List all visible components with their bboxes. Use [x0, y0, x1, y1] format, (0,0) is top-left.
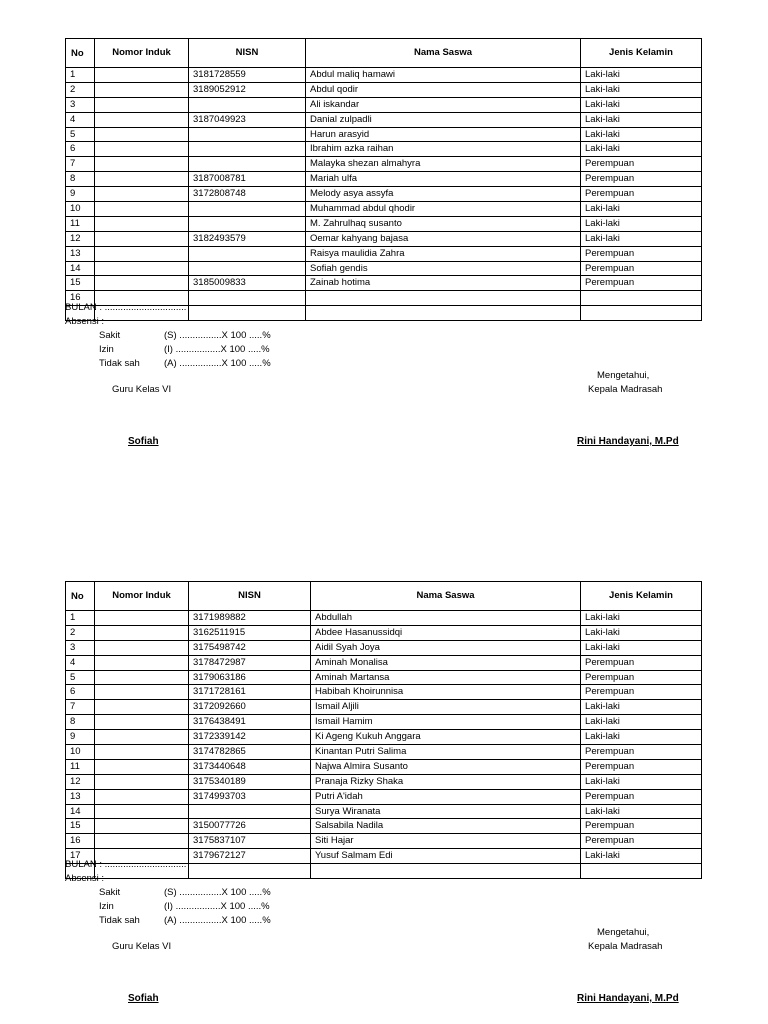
cell-nomor-induk — [95, 276, 189, 291]
student-table — [65, 581, 702, 879]
cell-nomor-induk — [95, 700, 189, 715]
header-nisn: NISN — [189, 582, 311, 611]
kepala-signature-name: Rini Handayani, M.Pd — [577, 436, 679, 447]
cell-nama: Danial zulpadli — [306, 112, 581, 127]
tidak-sah-label: Tidak sah — [99, 915, 140, 926]
cell-jenis-kelamin: Perempuan — [581, 759, 702, 774]
cell-nomor-induk — [95, 172, 189, 187]
cell-no: 13 — [66, 789, 95, 804]
cell-nomor-induk — [95, 611, 189, 626]
cell-jenis-kelamin: Laki-laki — [581, 202, 702, 217]
cell-nomor-induk — [95, 804, 189, 819]
table-row — [66, 700, 702, 715]
table-row — [66, 670, 702, 685]
cell-nama: Abdullah — [311, 611, 581, 626]
cell-jenis-kelamin: Laki-laki — [581, 127, 702, 142]
cell-nomor-induk — [95, 685, 189, 700]
cell-nama — [311, 864, 581, 879]
cell-nama: Ismail Aljili — [311, 700, 581, 715]
cell-jenis-kelamin: Laki-laki — [581, 700, 702, 715]
header-no: No — [66, 582, 95, 611]
cell-nomor-induk — [95, 187, 189, 202]
table-row — [66, 142, 702, 157]
cell-nisn — [189, 291, 306, 306]
cell-nisn: 3171989882 — [189, 611, 311, 626]
cell-nama: Aminah Monalisa — [311, 655, 581, 670]
header-nomor-induk: Nomor Induk — [95, 39, 189, 68]
cell-no: 13 — [66, 246, 95, 261]
cell-nisn: 3171728161 — [189, 685, 311, 700]
cell-nisn: 3150077726 — [189, 819, 311, 834]
cell-nama: Aminah Martansa — [311, 670, 581, 685]
cell-nomor-induk — [95, 745, 189, 760]
cell-jenis-kelamin: Laki-laki — [581, 804, 702, 819]
header-nisn: NISN — [189, 39, 306, 68]
cell-nisn: 3182493579 — [189, 231, 306, 246]
table-row — [66, 834, 702, 849]
cell-jenis-kelamin: Perempuan — [581, 246, 702, 261]
cell-no: 9 — [66, 187, 95, 202]
cell-no: 1 — [66, 68, 95, 83]
cell-nomor-induk — [95, 97, 189, 112]
cell-nama: Surya Wiranata — [311, 804, 581, 819]
cell-nama: Mariah ulfa — [306, 172, 581, 187]
cell-jenis-kelamin: Perempuan — [581, 157, 702, 172]
cell-nisn — [189, 97, 306, 112]
cell-nama: Melody asya assyfa — [306, 187, 581, 202]
bulan-text: BULAN : ............................... — [65, 859, 187, 870]
cell-no: 9 — [66, 730, 95, 745]
cell-nisn: 3172808748 — [189, 187, 306, 202]
cell-jenis-kelamin — [581, 864, 702, 879]
izin-value: (I) .................X 100 .....% — [164, 344, 270, 355]
cell-no: 2 — [66, 625, 95, 640]
cell-no: 4 — [66, 112, 95, 127]
guru-kelas-label: Guru Kelas VI — [112, 384, 172, 395]
cell-jenis-kelamin: Perempuan — [581, 187, 702, 202]
table-row — [66, 640, 702, 655]
cell-jenis-kelamin: Perempuan — [581, 685, 702, 700]
cell-no: 5 — [66, 127, 95, 142]
cell-nisn — [189, 127, 306, 142]
cell-jenis-kelamin: Laki-laki — [581, 142, 702, 157]
cell-nomor-induk — [95, 655, 189, 670]
cell-nisn: 3179672127 — [189, 849, 311, 864]
cell-nama: Abdul qodir — [306, 82, 581, 97]
cell-no: 17 — [66, 849, 95, 864]
cell-jenis-kelamin: Perempuan — [581, 834, 702, 849]
cell-no: 11 — [66, 759, 95, 774]
tidak-sah-value: (A) ................X 100 .....% — [164, 358, 271, 369]
cell-nomor-induk — [95, 789, 189, 804]
header-no: No — [66, 39, 95, 68]
cell-nomor-induk — [95, 730, 189, 745]
table-row — [66, 202, 702, 217]
absensi-label: Absensi : — [65, 316, 105, 327]
cell-nama: Ismail Hamim — [311, 715, 581, 730]
cell-jenis-kelamin — [581, 306, 702, 321]
cell-nama: Raisya maulidia Zahra — [306, 246, 581, 261]
cell-nisn — [189, 142, 306, 157]
tidak-sah-value: (A) ................X 100 .....% — [164, 915, 271, 926]
table-row — [66, 276, 702, 291]
cell-nisn: 3174993703 — [189, 789, 311, 804]
cell-nisn: 3187008781 — [189, 172, 306, 187]
cell-no: 5 — [66, 670, 95, 685]
cell-jenis-kelamin: Laki-laki — [581, 97, 702, 112]
cell-nisn: 3185009833 — [189, 276, 306, 291]
table-row — [66, 172, 702, 187]
table-row — [66, 759, 702, 774]
cell-nomor-induk — [95, 202, 189, 217]
table-row — [66, 685, 702, 700]
cell-nisn: 3162511915 — [189, 625, 311, 640]
cell-no: 10 — [66, 202, 95, 217]
cell-nomor-induk — [95, 231, 189, 246]
cell-no: 12 — [66, 231, 95, 246]
table-row — [66, 82, 702, 97]
bulan-text: BULAN : ............................... — [65, 302, 187, 313]
cell-nama: Yusuf Salmam Edi — [311, 849, 581, 864]
table-row — [66, 68, 702, 83]
cell-nama — [306, 291, 581, 306]
cell-jenis-kelamin: Perempuan — [581, 789, 702, 804]
kepala-madrasah-label: Kepala Madrasah — [588, 384, 663, 395]
cell-nama: Pranaja Rizky Shaka — [311, 774, 581, 789]
cell-no: 10 — [66, 745, 95, 760]
sakit-label: Sakit — [99, 887, 121, 898]
cell-jenis-kelamin: Perempuan — [581, 819, 702, 834]
cell-jenis-kelamin: Perempuan — [581, 745, 702, 760]
kepala-signature-name: Rini Handayani, M.Pd — [577, 993, 679, 1004]
cell-nisn — [189, 246, 306, 261]
cell-jenis-kelamin: Laki-laki — [581, 231, 702, 246]
cell-nama: Aidil Syah Joya — [311, 640, 581, 655]
cell-nomor-induk — [95, 112, 189, 127]
cell-nomor-induk — [95, 157, 189, 172]
table-row — [66, 730, 702, 745]
cell-no: 16 — [66, 291, 95, 306]
cell-jenis-kelamin: Laki-laki — [581, 774, 702, 789]
cell-nomor-induk — [95, 640, 189, 655]
cell-nomor-induk — [95, 670, 189, 685]
student-table — [65, 38, 702, 321]
cell-nomor-induk — [95, 127, 189, 142]
table-row — [66, 789, 702, 804]
cell-nomor-induk — [95, 834, 189, 849]
izin-label: Izin — [99, 901, 114, 912]
table-row — [66, 112, 702, 127]
cell-no: 16 — [66, 834, 95, 849]
guru-kelas-label: Guru Kelas VI — [112, 941, 172, 952]
cell-no: 7 — [66, 157, 95, 172]
cell-nama: Putri A'idah — [311, 789, 581, 804]
sakit-label: Sakit — [99, 330, 121, 341]
table-row — [66, 246, 702, 261]
cell-no: 14 — [66, 804, 95, 819]
table-row — [66, 655, 702, 670]
table-header-row — [66, 582, 702, 611]
cell-jenis-kelamin: Laki-laki — [581, 611, 702, 626]
cell-nama: Zainab hotima — [306, 276, 581, 291]
cell-nama: Oemar kahyang bajasa — [306, 231, 581, 246]
cell-nisn — [189, 157, 306, 172]
cell-jenis-kelamin: Perempuan — [581, 261, 702, 276]
cell-no: 11 — [66, 216, 95, 231]
cell-nama: Ali iskandar — [306, 97, 581, 112]
cell-no: 6 — [66, 142, 95, 157]
cell-nisn: 3172092660 — [189, 700, 311, 715]
table-row — [66, 157, 702, 172]
cell-nama: Ki Ageng Kukuh Anggara — [311, 730, 581, 745]
cell-nomor-induk — [95, 82, 189, 97]
izin-label: Izin — [99, 344, 114, 355]
cell-nisn: 3187049923 — [189, 112, 306, 127]
sakit-value: (S) ................X 100 .....% — [164, 330, 271, 341]
header-nama: Nama Saswa — [311, 582, 581, 611]
cell-nisn: 3173440648 — [189, 759, 311, 774]
tidak-sah-label: Tidak sah — [99, 358, 140, 369]
cell-nama: Harun arasyid — [306, 127, 581, 142]
cell-nama: M. Zahrulhaq susanto — [306, 216, 581, 231]
table-row — [66, 715, 702, 730]
table-header-row — [66, 39, 702, 68]
guru-signature-name: Sofiah — [128, 436, 159, 447]
table-row — [66, 216, 702, 231]
cell-nisn: 3175340189 — [189, 774, 311, 789]
cell-nisn — [189, 804, 311, 819]
cell-nama: Siti Hajar — [311, 834, 581, 849]
header-nomor-induk: Nomor Induk — [95, 582, 189, 611]
cell-nama: Kinantan Putri Salima — [311, 745, 581, 760]
header-jenis-kelamin: Jenis Kelamin — [581, 582, 702, 611]
cell-no: 3 — [66, 640, 95, 655]
cell-nisn — [189, 261, 306, 276]
cell-nama: Ibrahim azka raihan — [306, 142, 581, 157]
cell-nomor-induk — [95, 715, 189, 730]
cell-no: 1 — [66, 611, 95, 626]
cell-nama: Abdee Hasanussidqi — [311, 625, 581, 640]
cell-nomor-induk — [95, 142, 189, 157]
cell-no: 2 — [66, 82, 95, 97]
cell-no: 15 — [66, 819, 95, 834]
cell-jenis-kelamin: Perempuan — [581, 276, 702, 291]
table-row — [66, 231, 702, 246]
cell-nomor-induk — [95, 759, 189, 774]
izin-value: (I) .................X 100 .....% — [164, 901, 270, 912]
cell-nisn — [189, 216, 306, 231]
cell-no: 8 — [66, 172, 95, 187]
cell-jenis-kelamin — [581, 291, 702, 306]
cell-jenis-kelamin: Perempuan — [581, 655, 702, 670]
cell-nama: Sofiah gendis — [306, 261, 581, 276]
cell-nisn: 3178472987 — [189, 655, 311, 670]
sakit-value: (S) ................X 100 .....% — [164, 887, 271, 898]
guru-signature-name: Sofiah — [128, 993, 159, 1004]
cell-jenis-kelamin: Laki-laki — [581, 82, 702, 97]
cell-nama: Habibah Khoirunnisa — [311, 685, 581, 700]
cell-nisn: 3175837107 — [189, 834, 311, 849]
cell-nomor-induk — [95, 246, 189, 261]
cell-jenis-kelamin: Laki-laki — [581, 849, 702, 864]
cell-nisn — [189, 306, 306, 321]
cell-no: 8 — [66, 715, 95, 730]
cell-jenis-kelamin: Laki-laki — [581, 68, 702, 83]
cell-nisn: 3172339142 — [189, 730, 311, 745]
cell-jenis-kelamin: Perempuan — [581, 670, 702, 685]
cell-nomor-induk — [95, 261, 189, 276]
table-row — [66, 774, 702, 789]
cell-nama: Abdul maliq hamawi — [306, 68, 581, 83]
kepala-madrasah-label: Kepala Madrasah — [588, 941, 663, 952]
cell-jenis-kelamin: Laki-laki — [581, 715, 702, 730]
cell-jenis-kelamin: Laki-laki — [581, 625, 702, 640]
table-row — [66, 625, 702, 640]
table-row — [66, 745, 702, 760]
cell-nama: Najwa Almira Susanto — [311, 759, 581, 774]
cell-nisn: 3181728559 — [189, 68, 306, 83]
cell-nama: Salsabila Nadila — [311, 819, 581, 834]
absensi-label: Absensi : — [65, 873, 105, 884]
cell-no: 7 — [66, 700, 95, 715]
header-jenis-kelamin: Jenis Kelamin — [581, 39, 702, 68]
table-row — [66, 97, 702, 112]
table-row — [66, 187, 702, 202]
cell-jenis-kelamin: Laki-laki — [581, 216, 702, 231]
table-row — [66, 127, 702, 142]
table-row — [66, 611, 702, 626]
cell-no: 4 — [66, 655, 95, 670]
cell-no: 6 — [66, 685, 95, 700]
cell-nama: Muhammad abdul qhodir — [306, 202, 581, 217]
cell-jenis-kelamin: Laki-laki — [581, 112, 702, 127]
cell-nomor-induk — [95, 625, 189, 640]
table-row — [66, 819, 702, 834]
cell-no: 3 — [66, 97, 95, 112]
cell-no: 15 — [66, 276, 95, 291]
cell-nomor-induk — [95, 819, 189, 834]
cell-nama — [306, 306, 581, 321]
table-row — [66, 261, 702, 276]
table-row — [66, 804, 702, 819]
cell-nisn — [189, 202, 306, 217]
cell-nomor-induk — [95, 774, 189, 789]
mengetahui-text: Mengetahui, — [597, 370, 650, 381]
cell-jenis-kelamin: Laki-laki — [581, 730, 702, 745]
cell-nisn — [189, 864, 311, 879]
cell-jenis-kelamin: Perempuan — [581, 172, 702, 187]
cell-nisn: 3189052912 — [189, 82, 306, 97]
cell-nisn: 3175498742 — [189, 640, 311, 655]
cell-jenis-kelamin: Laki-laki — [581, 640, 702, 655]
header-nama: Nama Saswa — [306, 39, 581, 68]
cell-nisn: 3179063186 — [189, 670, 311, 685]
mengetahui-text: Mengetahui, — [597, 927, 650, 938]
cell-nomor-induk — [95, 216, 189, 231]
cell-nisn: 3176438491 — [189, 715, 311, 730]
cell-no: 14 — [66, 261, 95, 276]
cell-nama: Malayka shezan almahyra — [306, 157, 581, 172]
cell-nisn: 3174782865 — [189, 745, 311, 760]
cell-nomor-induk — [95, 68, 189, 83]
cell-no: 12 — [66, 774, 95, 789]
